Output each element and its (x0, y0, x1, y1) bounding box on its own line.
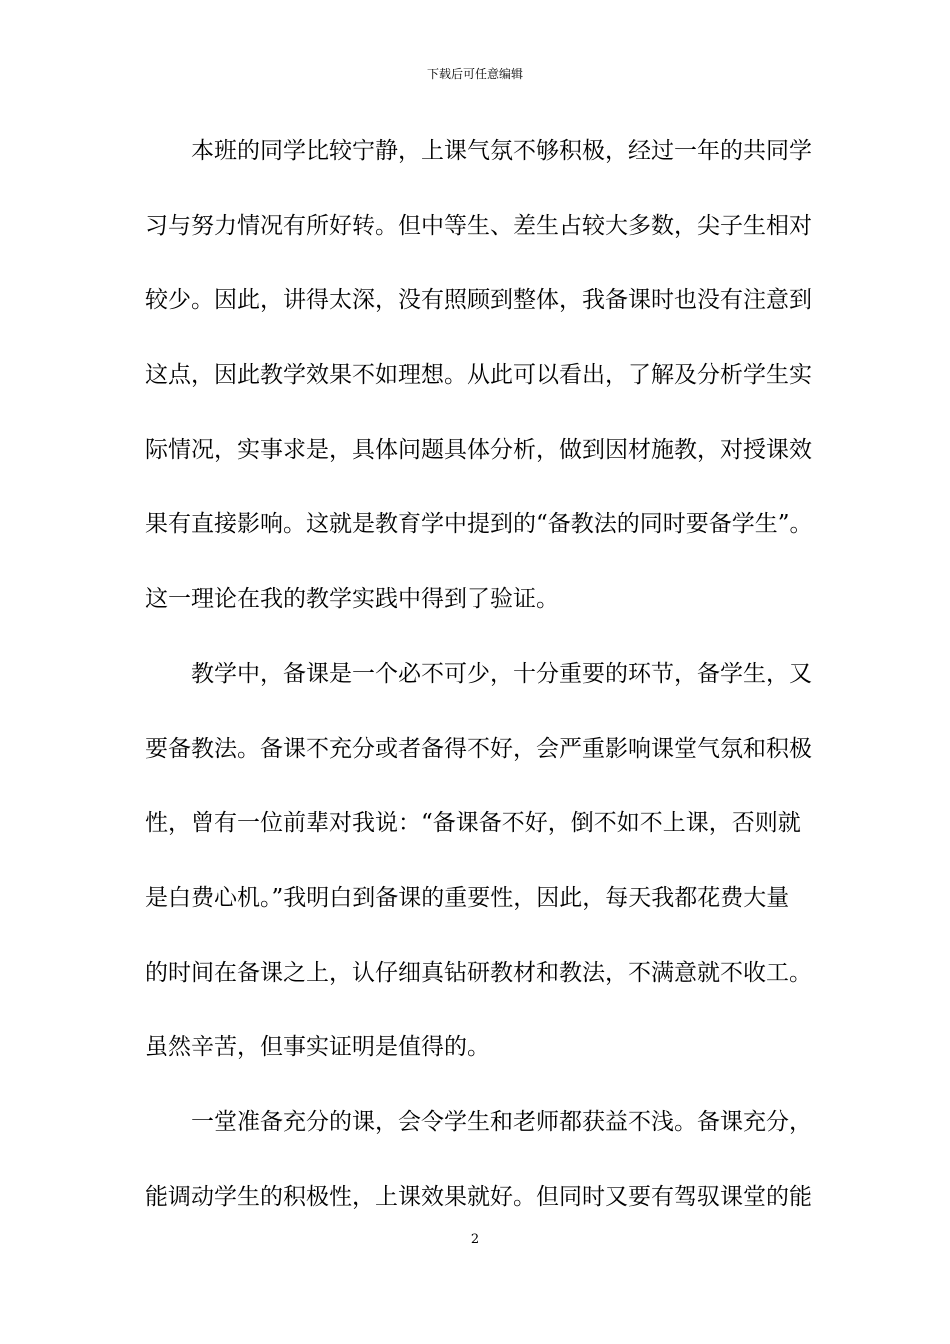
paragraph-line: 本班的同学比较宁静，上课气氛不够积极，经过一年的共同学 (191, 138, 812, 164)
paragraph-line: 一堂准备充分的课，会令学生和老师都获益不浅。备课充分， (191, 1108, 812, 1135)
paragraph-line: 虽然辛苦，但事实证明是值得的。 (145, 1034, 490, 1061)
paragraph-line: 性，曾有一位前辈对我说：“备课备不好，倒不如不上课，否则就 (145, 810, 801, 837)
paragraph-line: 是白费心机。”我明白到备课的重要性，因此，每天我都花费大量 (145, 884, 790, 911)
paragraph-line: 习与努力情况有所好转。但中等生、差生占较大多数，尖子生相对 (145, 212, 812, 239)
paragraph-line: 这一理论在我的教学实践中得到了验证。 (145, 586, 559, 613)
page-header: 下载后可任意编辑 (426, 67, 523, 81)
paragraph-line: 教学中，备课是一个必不可少，十分重要的环节，备学生，又 (191, 660, 812, 687)
page-number: 2 (470, 1232, 480, 1247)
paragraph-line: 的时间在备课之上，认仔细真钻研教材和教法，不满意就不收工。 (145, 959, 812, 986)
paragraph-line: 较少。因此，讲得太深，没有照顾到整体，我备课时也没有注意到 (145, 287, 812, 314)
paragraph-3 (145, 1099, 810, 1248)
paragraph-line: 能调动学生的积极性，上课效果就好。但同时又要有驾驭课堂的能 (145, 1183, 812, 1210)
paragraph-1 (145, 128, 813, 651)
paragraph-line: 要备教法。备课不充分或者备得不好，会严重影响课堂气氛和积极 (145, 735, 812, 762)
paragraph-line: 这点，因此教学效果不如理想。从此可以看出，了解及分析学生实 (145, 362, 812, 389)
paragraph-line: 果有直接影响。这就是教育学中提到的“备教法的同时要备学生”。 (145, 511, 813, 538)
paragraph-line: 际情况，实事求是，具体问题具体分析，做到因材施教，对授课效 (145, 436, 812, 463)
paragraph-2 (145, 651, 810, 1099)
document-body (145, 128, 813, 1248)
